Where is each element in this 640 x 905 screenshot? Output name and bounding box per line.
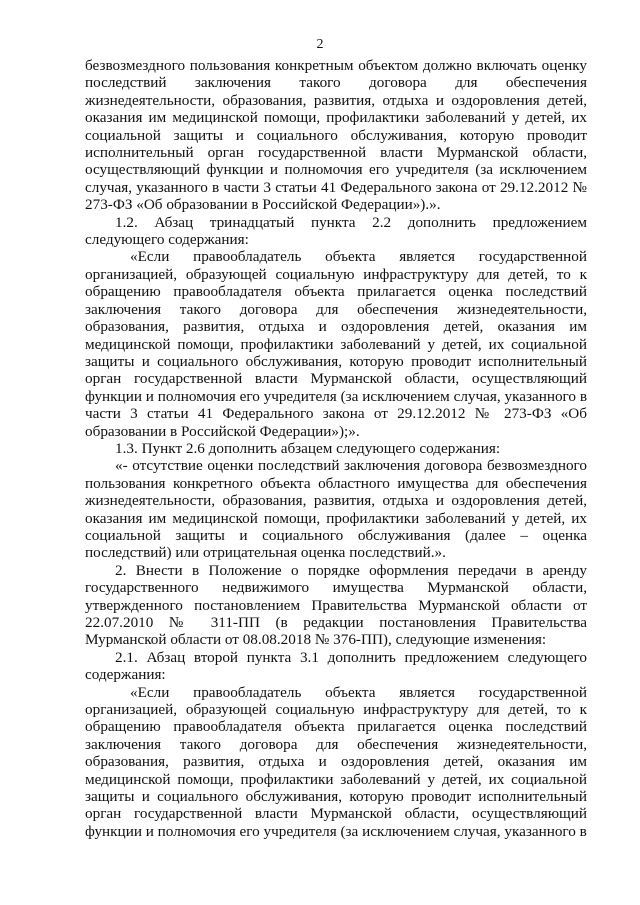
document-body	[85, 57, 587, 840]
paragraph-item-1-3: 1.3. Пункт 2.6 дополнить абзацем следующего содержания:	[115, 439, 501, 457]
page-number: 2	[316, 37, 324, 52]
paragraph-continuation: безвозмездного пользования конкретным объектом должно включать оценку последствий заключения такого договора для обеспечения жизнедеятельности, образования, развития, отдыха и оздоровления детей, оказания им медицинской помощи, профилактики заболеваний у детей, их социальной защиты и социального обслуживания, которую проводит исполнительный орган государственной власти Мурманской области, осуществляющий функции и полномочия его учредителя (за исключением случая, указанного в части 3 статьи 41 Федерального закона от 29.12.2012 № 273-ФЗ «Об образовании в Российской Федерации»).».	[85, 57, 587, 214]
paragraph-quote-1-2: «Если правообладатель объекта является государственной организацией, образующей социальную инфраструктуру для детей, то к обращению правообладателя объекта прилагается оценка последствий заключения такого договора для обеспечения жизнедеятельности, образования, развития, отдыха и оздоровления детей, оказания им медицинской помощи, профилактики заболеваний у детей, их социальной защиты и социального обслуживания, которую проводит исполнительный орган государственной власти Мурманской области, осуществляющий функции и полномочия его учредителя (за исключением случая, указанного в части 3 статьи 41 Федерального закона от 29.12.2012 № 273-ФЗ «Об образовании в Российской Федерации»);».	[85, 248, 587, 440]
paragraph-quote-2-1: «Если правообладатель объекта является государственной организацией, образующей социальную инфраструктуру для детей, то к обращению правообладателя объекта прилагается оценка последствий заключения такого договора для обеспечения жизнедеятельности, образования, развития, отдыха и оздоровления детей, оказания им медицинской помощи, профилактики заболеваний у детей, их социальной защиты и социального обслуживания, которую проводит исполнительный орган государственной власти Мурманской области, осуществляющий функции и полномочия его учредителя (за исключением случая, указанного в	[85, 683, 587, 840]
paragraph-item-2: 2. Внести в Положение о порядке оформления передачи в аренду государственного недвижимого имущества Мурманской области, утвержденного постановлением Правительства Мурманской области от 22.07.2010 № 311-ПП (в редакции постановления Правительства Мурманской области от 08.08.2018 № 376-ПП), следующие изменения:	[85, 561, 587, 649]
paragraph-item-2-1: 2.1. Абзац второй пункта 3.1 дополнить предложением следующего содержания:	[85, 648, 587, 684]
paragraph-item-1-2: 1.2. Абзац тринадцатый пункта 2.2 дополнить предложением следующего содержания:	[85, 213, 587, 249]
paragraph-quote-1-3: «- отсутствие оценки последствий заключения договора безвозмездного пользования конкретного объекта областного имущества для обеспечения жизнедеятельности, образования, развития, отдыха и оздоровления детей, оказания им медицинской помощи, профилактики заболеваний у детей, их социальной защиты и социального обслуживания (далее – оценка последствий) или отрицательная оценка последствий.».	[85, 457, 587, 562]
